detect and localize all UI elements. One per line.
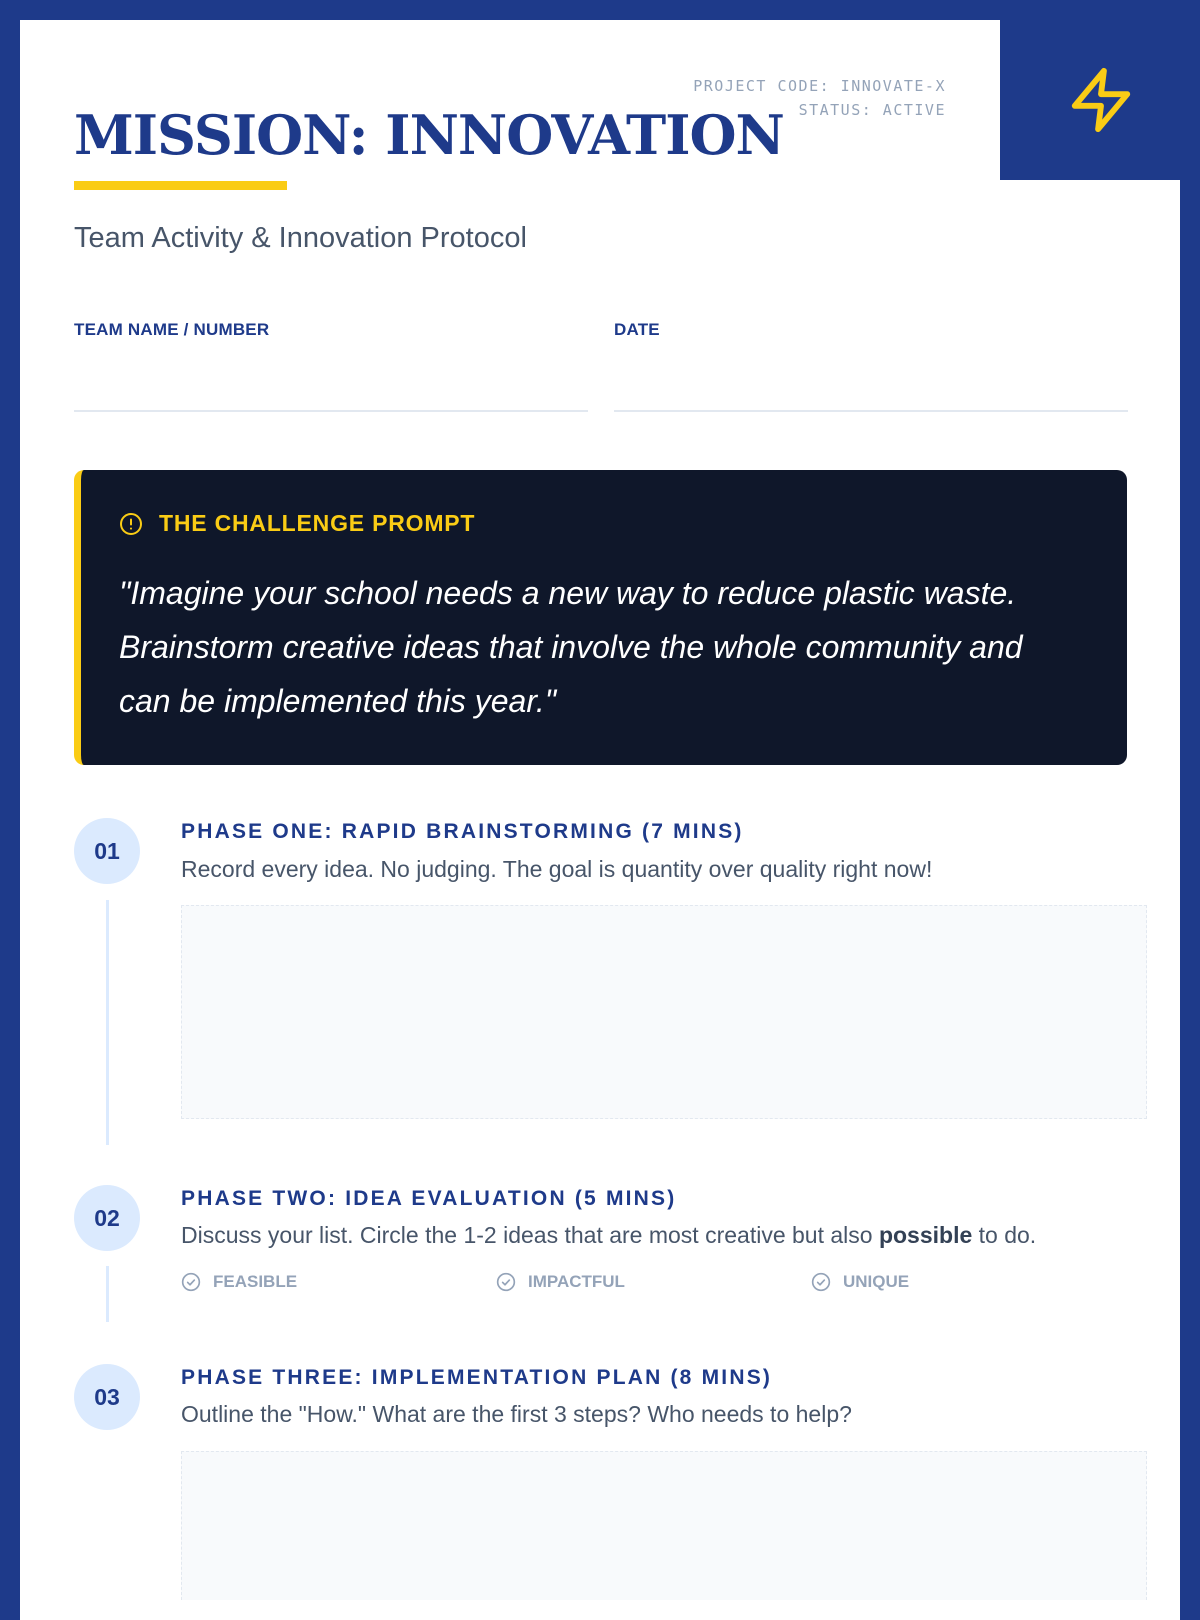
criterion-label: UNIQUE xyxy=(843,1272,910,1291)
criterion-label: FEASIBLE xyxy=(213,1272,298,1291)
phase-one-description: Record every idea. No judging. The goal is quantity over quality right now! xyxy=(181,856,933,882)
team-name-label: TEAM NAME / NUMBER xyxy=(74,320,270,339)
phase-three-title: PHASE THREE: IMPLEMENTATION PLAN (8 MINS) xyxy=(181,1366,773,1389)
criterion-impactful[interactable] xyxy=(496,1272,625,1292)
phase-two-description-start: Discuss your list. Circle the 1-2 ideas that are most creative but also xyxy=(181,1222,879,1248)
challenge-title: THE CHALLENGE PROMPT xyxy=(159,510,476,536)
check-circle-icon xyxy=(811,1272,831,1292)
phase-two-description xyxy=(181,1222,1036,1249)
phase-number-badge: 01 xyxy=(74,818,140,884)
challenge-quote: "Imagine your school needs a new way to reduce plastic waste. Brainstorm creative ideas that involve the whole community and can be implemented this year." xyxy=(119,575,1023,719)
page-subtitle: Team Activity & Innovation Protocol xyxy=(74,222,527,254)
project-code: PROJECT CODE: INNOVATE-X xyxy=(693,77,946,95)
check-circle-icon xyxy=(496,1272,516,1292)
criterion-feasible[interactable] xyxy=(181,1272,297,1292)
phase-two-title: PHASE TWO: IDEA EVALUATION (5 MINS) xyxy=(181,1187,677,1210)
phase-three-description: Outline the "How." What are the first 3 steps? Who needs to help? xyxy=(181,1401,852,1427)
phase-connector-line xyxy=(106,900,109,1145)
title-underline xyxy=(74,181,287,190)
brainstorm-writing-area[interactable] xyxy=(181,905,1147,1119)
lightning-bolt-icon xyxy=(1066,62,1136,138)
phase-two-description-emphasis: possible xyxy=(878,1222,973,1248)
project-status: STATUS: ACTIVE xyxy=(798,101,946,119)
page-title: MISSION: INNOVATION xyxy=(74,103,784,167)
phase-two-description-end: to do. xyxy=(972,1222,1037,1248)
date-field[interactable] xyxy=(614,410,1128,412)
check-circle-icon xyxy=(181,1272,201,1292)
phase-one-title: PHASE ONE: RAPID BRAINSTORMING (7 MINS) xyxy=(181,820,744,843)
challenge-header xyxy=(119,510,475,537)
challenge-card xyxy=(74,470,1127,765)
date-label: DATE xyxy=(614,320,660,339)
criterion-unique[interactable] xyxy=(811,1272,909,1292)
phase-connector-line xyxy=(106,1266,109,1322)
criterion-label: IMPACTFUL xyxy=(528,1272,625,1291)
phase-number-badge: 03 xyxy=(74,1364,140,1430)
alert-circle-icon xyxy=(119,512,143,536)
phase-number-badge: 02 xyxy=(74,1185,140,1251)
implementation-writing-area[interactable] xyxy=(181,1451,1147,1600)
team-name-field[interactable] xyxy=(74,410,588,412)
